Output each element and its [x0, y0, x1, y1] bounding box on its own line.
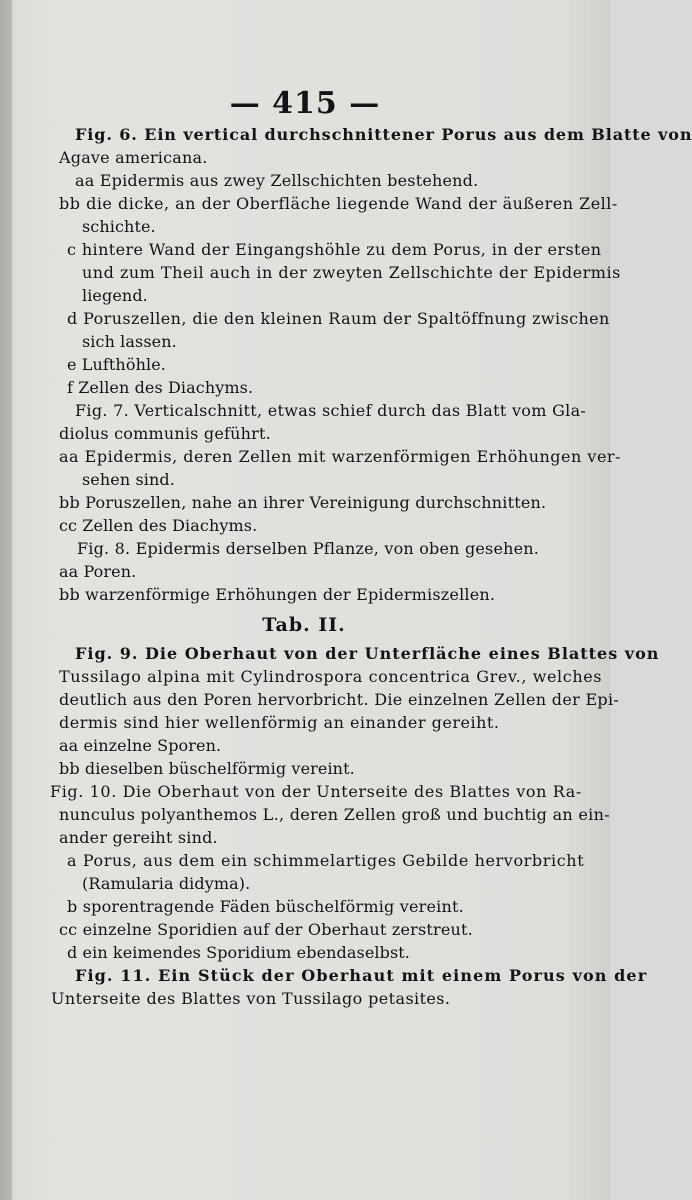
text-line: bb Poruszellen, nahe an ihrer Vereinigung durchschnitten. [59, 493, 547, 512]
text-line: nunculus polyanthemos L., deren Zellen groß und buchtig an ein- [59, 805, 610, 824]
text-line: Fig. 10. Die Oberhaut von der Unterseite des Blattes von Ra- [50, 782, 582, 801]
text-line: aa einzelne Sporen. [59, 736, 222, 755]
text-line: und zum Theil auch in der zweyten Zellschichte der Epidermis [82, 263, 621, 282]
text-line: b sporentragende Fäden büschelförmig vereint. [67, 897, 464, 916]
page-text-block [50, 123, 692, 1010]
text-line: aa Epidermis, deren Zellen mit warzenförmigen Erhöhungen ver- [59, 447, 621, 466]
text-line: ander gereiht sind. [59, 828, 218, 847]
text-line: d ein keimendes Sporidium ebendaselbst. [67, 943, 410, 962]
section-heading: Tab. II. [262, 614, 346, 636]
text-line: dermis sind hier wellenförmig an einander gereiht. [59, 713, 500, 732]
text-line: liegend. [82, 286, 148, 305]
text-line: Agave americana. [59, 148, 208, 167]
text-line: aa Poren. [59, 562, 137, 581]
text-line: cc einzelne Sporidien auf der Oberhaut zerstreut. [59, 920, 473, 939]
book-gutter [0, 0, 12, 1200]
text-line: Tussilago alpina mit Cylindrospora concentrica Grev., welches [59, 667, 603, 686]
text-line: bb dieselben büschelförmig vereint. [59, 759, 355, 778]
text-line: deutlich aus den Poren hervorbricht. Die einzelnen Zellen der Epi- [59, 690, 620, 709]
text-line: Fig. 9. Die Oberhaut von der Unterfläche eines Blattes von [75, 644, 660, 663]
text-line: a Porus, aus dem ein schimmelartiges Gebilde hervorbricht [67, 851, 585, 870]
page-number-header: — 415 — [229, 86, 381, 121]
text-line: Fig. 11. Ein Stück der Oberhaut mit einem Porus von der [75, 966, 648, 985]
text-line: Fig. 8. Epidermis derselben Pflanze, von oben gesehen. [77, 539, 540, 558]
text-line: (Ramularia didyma). [82, 874, 251, 893]
text-line: cc Zellen des Diachyms. [59, 516, 258, 535]
text-line: bb die dicke, an der Oberfläche liegende Wand der äußeren Zell- [59, 194, 618, 213]
text-line: e Lufthöhle. [67, 355, 166, 374]
text-line: f Zellen des Diachyms. [67, 378, 254, 397]
text-line: schichte. [82, 217, 156, 236]
text-line: c hintere Wand der Eingangshöhle zu dem Porus, in der ersten [67, 240, 602, 259]
text-line: d Poruszellen, die den kleinen Raum der Spaltöffnung zwischen [67, 309, 610, 328]
text-line: Fig. 7. Verticalschnitt, etwas schief durch das Blatt vom Gla- [75, 401, 587, 420]
text-line: bb warzenförmige Erhöhungen der Epidermiszellen. [59, 585, 496, 604]
text-line: sich lassen. [82, 332, 177, 351]
text-line: aa Epidermis aus zwey Zellschichten bestehend. [75, 171, 479, 190]
text-line: Unterseite des Blattes von Tussilago petasites. [51, 989, 451, 1008]
text-line: sehen sind. [82, 470, 175, 489]
text-line: Fig. 6. Ein vertical durchschnittener Porus aus dem Blatte von [75, 125, 692, 144]
text-line: diolus communis geführt. [59, 424, 271, 443]
